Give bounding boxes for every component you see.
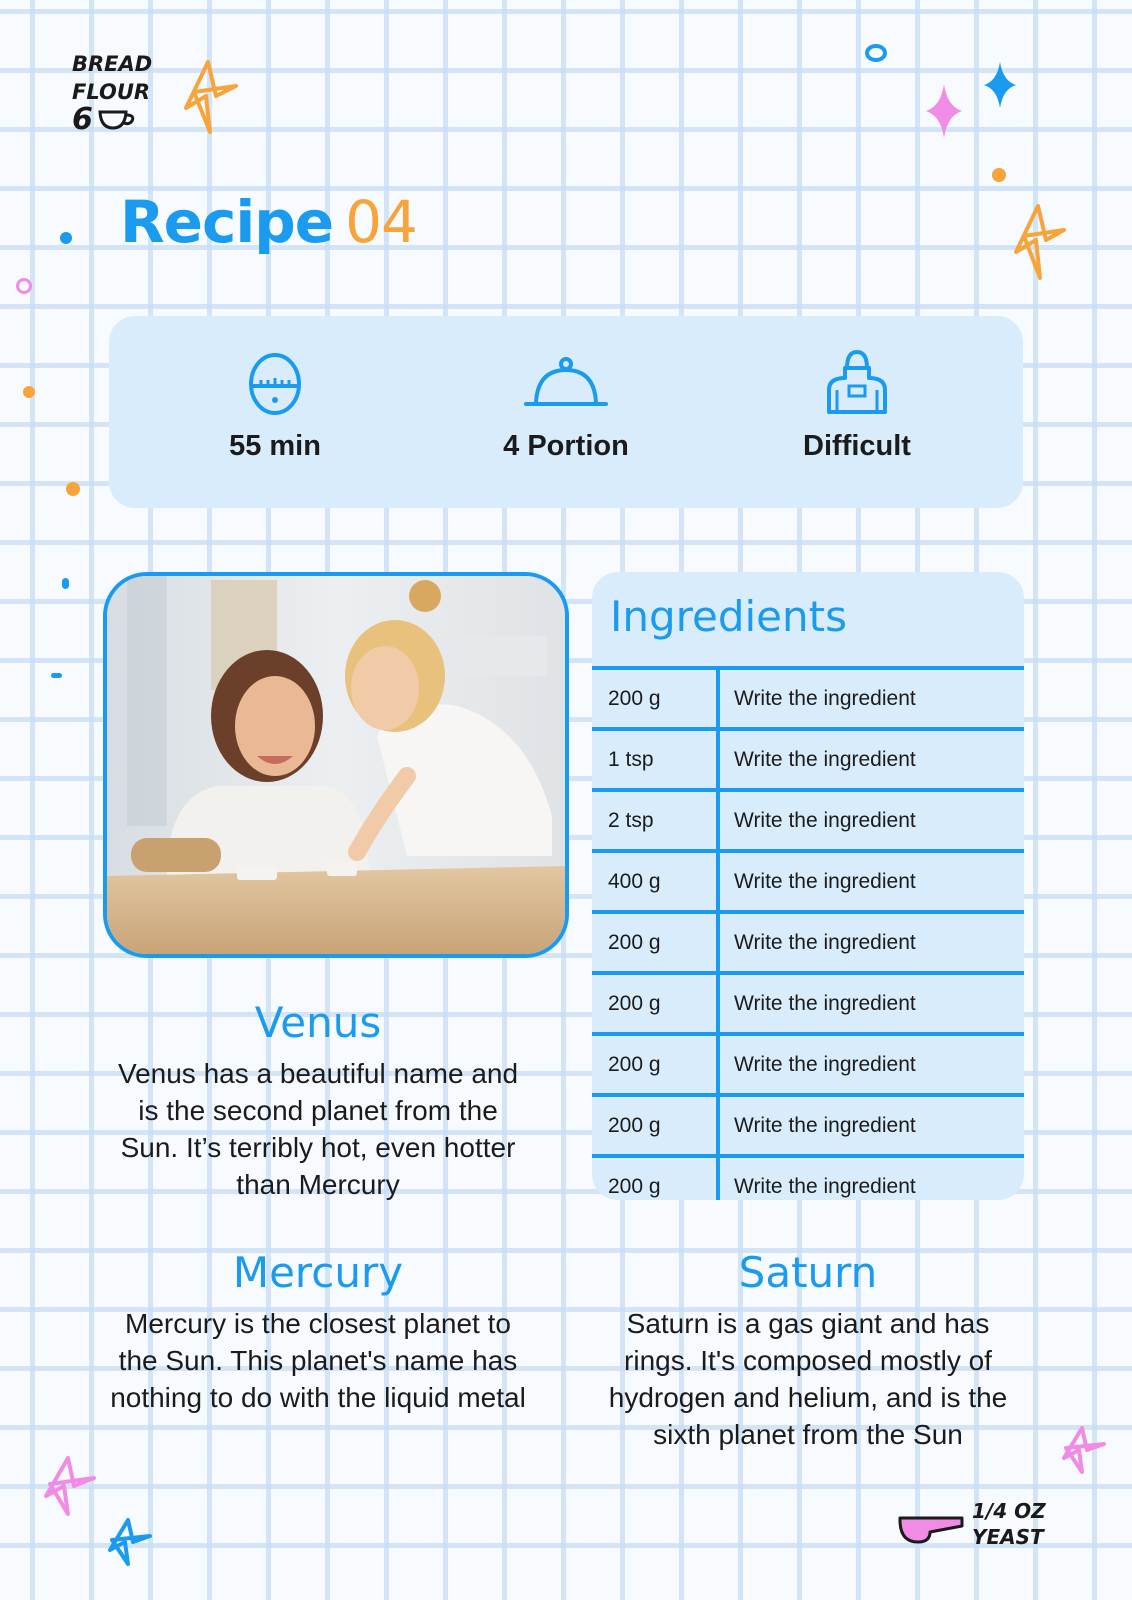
- star-doodle-icon: [1012, 200, 1068, 284]
- ingredient-qty: 1 tsp: [592, 729, 718, 790]
- table-row: [592, 912, 1024, 973]
- blue-dash: [62, 578, 69, 589]
- mercury-title: Mercury: [232, 1248, 404, 1297]
- saturn-text: Saturn is a gas giant and has rings. It's composed mostly of hydrogen and helium, and is the sixth planet from the Sun: [608, 1308, 1008, 1450]
- table-row: [592, 851, 1024, 912]
- table-row: [592, 1095, 1024, 1156]
- ingredient-qty: 400 g: [592, 851, 718, 912]
- ingredients-title: Ingredients: [610, 592, 847, 641]
- ring-doodle-icon: [863, 42, 889, 64]
- yeast-label-amount: 1/4 OZ: [972, 1499, 1046, 1523]
- ingredient-name: Write the ingredient: [718, 912, 1024, 973]
- ingredient-qty: 200 g: [592, 1156, 718, 1200]
- title-main: Recipe: [120, 188, 334, 256]
- stats-panel: [109, 316, 1023, 508]
- ingredient-qty: 200 g: [592, 912, 718, 973]
- ingredient-qty: 200 g: [592, 1034, 718, 1095]
- venus-section: [108, 998, 528, 1203]
- ingredients-table: [592, 666, 1024, 1200]
- cup-icon: [97, 106, 137, 134]
- ingredient-qty: 200 g: [592, 973, 718, 1034]
- bread-flour-logo: [72, 50, 153, 137]
- stat-time-value: 55 min: [229, 430, 321, 462]
- table-row: [592, 729, 1024, 790]
- ingredient-name: Write the ingredient: [718, 668, 1024, 729]
- ingredient-name: Write the ingredient: [718, 729, 1024, 790]
- measuring-spoon-icon: [896, 1508, 966, 1548]
- table-row: [592, 668, 1024, 729]
- blue-dot: [60, 232, 72, 244]
- page-title: [120, 188, 417, 256]
- recipe-photo: [103, 572, 569, 958]
- orange-dot: [23, 386, 35, 398]
- ingredient-name: Write the ingredient: [718, 790, 1024, 851]
- star-doodle-icon: [42, 1454, 96, 1518]
- yeast-label: [972, 1498, 1046, 1550]
- table-row: [592, 973, 1024, 1034]
- stat-difficulty: [727, 316, 987, 463]
- yeast-label-name: YEAST: [972, 1525, 1044, 1549]
- sparkle-pink-icon: [926, 84, 962, 138]
- venus-title: Venus: [254, 998, 382, 1047]
- ingredient-qty: 200 g: [592, 1095, 718, 1156]
- ingredient-qty: 200 g: [592, 668, 718, 729]
- orange-dot: [992, 168, 1006, 182]
- mercury-text: Mercury is the closest planet to the Sun. This planet's name has nothing to do with the liquid metal: [110, 1308, 526, 1413]
- star-doodle-icon: [180, 56, 240, 138]
- stat-portions-value: 4 Portion: [503, 430, 629, 462]
- food-cloche-icon: [524, 350, 608, 416]
- table-row: [592, 1156, 1024, 1200]
- ingredient-name: Write the ingredient: [718, 1156, 1024, 1200]
- logo-line-number: 6: [72, 102, 93, 137]
- mercury-section: [108, 1248, 528, 1416]
- table-row: [592, 1034, 1024, 1095]
- ingredient-name: Write the ingredient: [718, 973, 1024, 1034]
- ingredient-name: Write the ingredient: [718, 1034, 1024, 1095]
- ingredient-name: Write the ingredient: [718, 851, 1024, 912]
- table-row: [592, 790, 1024, 851]
- stat-time: [145, 316, 405, 463]
- ingredients-panel: [592, 572, 1024, 1200]
- egg-timer-icon: [247, 350, 303, 416]
- stat-portions: [436, 316, 696, 463]
- stat-difficulty-value: Difficult: [803, 430, 911, 462]
- blue-dash: [51, 673, 62, 678]
- venus-text: Venus has a beautiful name and is the second planet from the Sun. It’s terribly hot, even hotter than Mercury: [117, 1058, 519, 1200]
- apron-icon: [825, 350, 889, 416]
- logo-line-flour: FLOUR: [72, 80, 151, 104]
- saturn-section: [598, 1248, 1018, 1453]
- baking-photo-image: [107, 576, 565, 954]
- pink-ring: [16, 278, 32, 294]
- title-number: 04: [345, 188, 417, 256]
- sparkle-blue-icon: [984, 62, 1016, 108]
- logo-line-bread: BREAD: [72, 52, 153, 76]
- orange-dot: [66, 482, 80, 496]
- saturn-title: Saturn: [738, 1248, 878, 1297]
- star-doodle-icon: [106, 1516, 152, 1568]
- star-doodle-icon: [1060, 1424, 1106, 1478]
- ingredient-qty: 2 tsp: [592, 790, 718, 851]
- ingredient-name: Write the ingredient: [718, 1095, 1024, 1156]
